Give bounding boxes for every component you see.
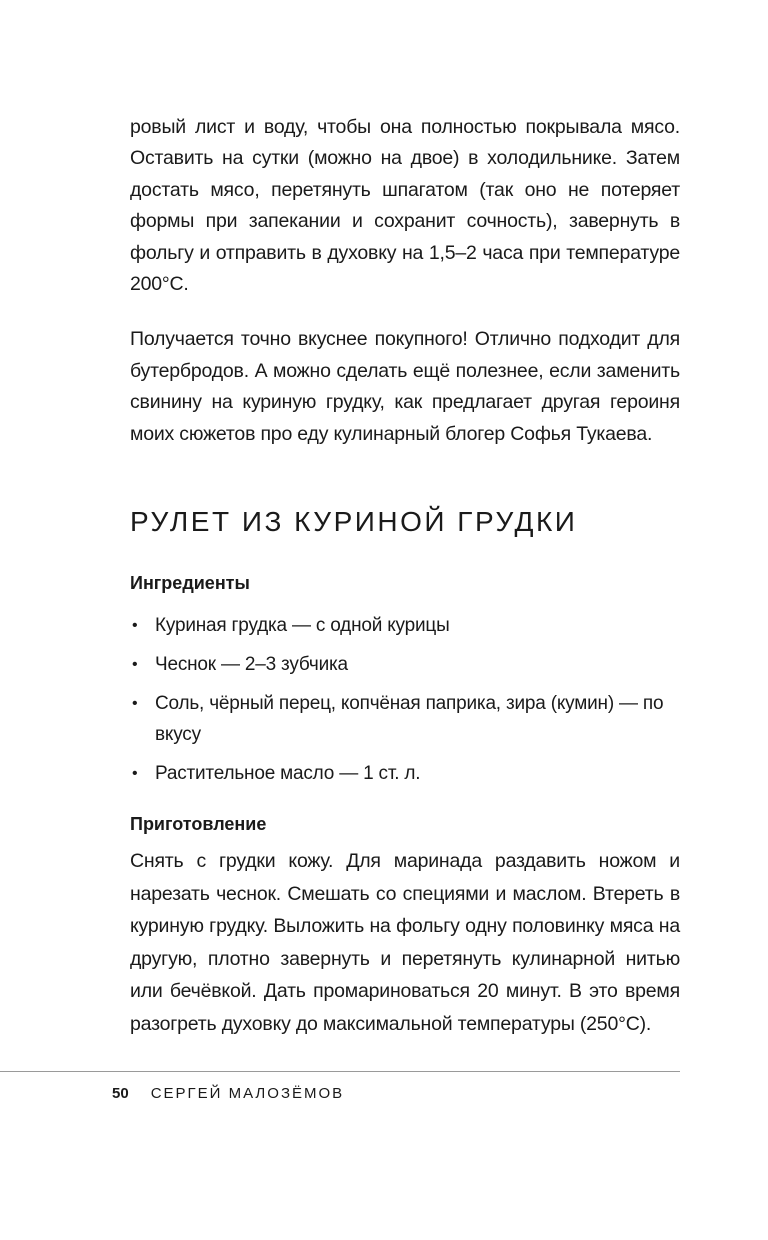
bullet-icon: • [132,695,138,713]
list-item [130,649,680,680]
paragraph-comment: Получается точно вкуснее покупного! Отлично подходит для бутербродов. А можно сделать ещё полезнее, если заменить свинину на куриную грудку, как предлагает другая героиня моих сюжетов про еду кулинарный блогер Софья Тукаева. [130,328,680,445]
footer-divider [0,1071,680,1072]
list-item [130,688,680,750]
preparation-heading: Приготовление [130,814,267,835]
list-item [130,610,680,641]
page-number: 50 [112,1085,129,1102]
list-item [130,758,680,789]
ingredient-text: Растительное масло — 1 ст. л. [155,763,421,785]
ingredient-text: Чеснок — 2–3 зубчика [155,654,348,676]
bullet-icon: • [132,765,138,783]
ingredient-text: Куриная грудка — с одной курицы [155,615,450,637]
page-content [130,112,680,1041]
running-header-author: СЕРГЕЙ МАЛОЗЁМОВ [150,1085,345,1102]
paragraph-intro: ровый лист и воду, чтобы она полностью покрывала мясо. Оставить на сутки (можно на двое) в холодильнике. Затем достать мясо, перетянуть шпагатом (так оно не потеряет формы при запекании и сохранит сочность), завернуть в фольгу и отправить в духовку на 1,5–2 часа при температуре 200°С. [130,116,680,296]
ingredients-heading: Ингредиенты [130,573,250,594]
ingredients-list [130,610,680,789]
bullet-icon: • [132,617,138,635]
ingredient-text: Соль, чёрный перец, копчёная паприка, зира (кумин) — по вкусу [155,693,664,746]
bullet-icon: • [132,656,138,674]
recipe-title: РУЛЕТ ИЗ КУРИНОЙ ГРУДКИ [130,506,578,538]
preparation-text: Снять с грудки кожу. Для маринада раздавить ножом и нарезать чеснок. Смешать со специями и маслом. Втереть в куриную грудку. Выложить на фольгу одну половинку мяса на другую, плотно завернуть и перетянуть кулинарной нитью или бечёвкой. Дать промариноваться 20 минут. В это время разогреть духовку до максимальной температуры (250°С). [130,850,680,1036]
page-footer [112,1084,344,1104]
